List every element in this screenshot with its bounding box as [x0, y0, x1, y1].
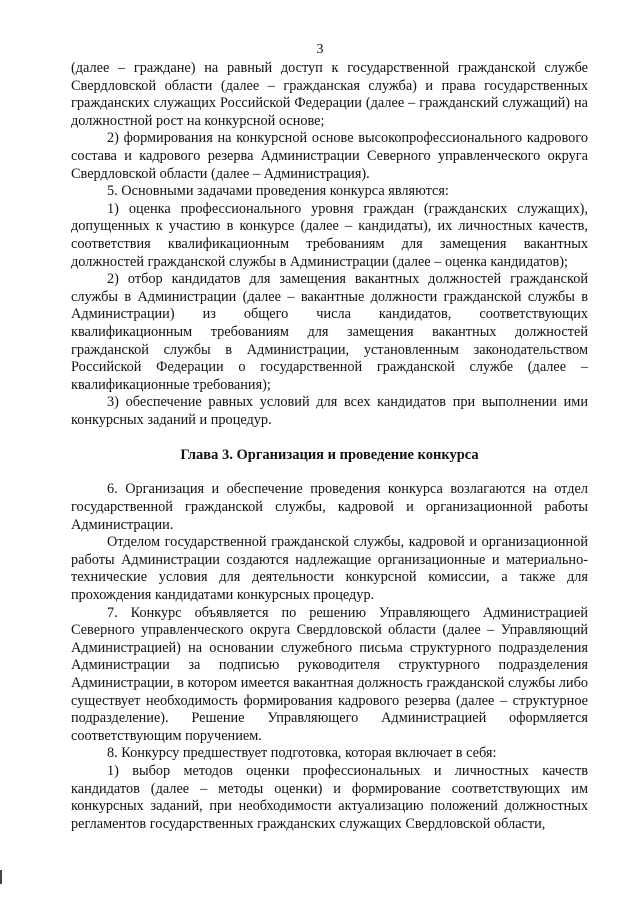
paragraph: Отделом государственной гражданской службы, кадровой и организационной работы Администрации создаются надлежащие организационные и материально-технические условия для деятельности конкурсной комиссии, а также для прохождения кандидатами конкурсных процедур. — [71, 534, 588, 604]
paragraph: 6. Организация и обеспечение проведения конкурса возлагаются на отдел государственной гражданской службы, кадровой и организационной работы Администрации. — [71, 481, 588, 533]
page-number: 3 — [316, 42, 324, 57]
paragraph-continuation: (далее – граждане) на равный доступ к государственной гражданской службе Свердловской области (далее – гражданская служба) и права государственных гражданских служащих Российской Федерации (далее – гражданский служащий) на должностной рост на конкурсной основе; — [71, 60, 588, 129]
paragraph: 5. Основными задачами проведения конкурса являются: — [107, 183, 449, 200]
chapter-heading: Глава 3. Организация и проведение конкурса — [180, 447, 479, 464]
paragraph: 1) оценка профессионального уровня граждан (гражданских служащих), допущенных к участию в конкурсе (далее – кандидаты), их личностных качеств, соответствия квалификационным требованиям для замещения вакантных должностей гражданской службы в Администрации (далее – оценка кандидатов); — [71, 200, 588, 270]
document-body — [71, 60, 588, 833]
paragraph: 7. Конкурс объявляется по решению Управляющего Администрацией Северного управленческого округа Свердловской области (далее – Управляющий Администрацией) на основании служебного письма структурного подразделения Администрации за подписью руководителя структурного подразделения Администрации, в котором имеется вакантная должность гражданской службы либо существует необходимость формирования кадрового резерва (далее – структурное подразделение). Решение Управляющего Администрацией оформляется соответствующим поручением. — [71, 604, 588, 744]
paragraph: 2) отбор кандидатов для замещения вакантных должностей гражданской службы в Администрации (далее – вакантные должности гражданской службы в Администрации) из общего числа кандидатов, соответствующих квалификационным требованиям для замещения вакантных должностей гражданской службы в Администрации, установленным законодательством Российской Федерации о государственной гражданской службе (далее – квалификационные требования); — [71, 271, 588, 393]
scan-edge-mark — [0, 870, 2, 884]
paragraph: 8. Конкурсу предшествует подготовка, которая включает в себя: — [107, 745, 497, 762]
paragraph: 3) обеспечение равных условий для всех кандидатов при выполнении ими конкурсных заданий и процедур. — [71, 394, 588, 428]
paragraph: 2) формирования на конкурсной основе высокопрофессионального кадрового состава и кадрового резерва Администрации Северного управленческого округа Свердловской области (далее – Администрация). — [71, 130, 588, 182]
paragraph: 1) выбор методов оценки профессиональных и личностных качеств кандидатов (далее – методы оценки) и формирование соответствующих им конкурсных заданий, при необходимости актуализацию положений должностных регламентов государственных гражданских служащих Свердловской области, — [71, 762, 588, 832]
